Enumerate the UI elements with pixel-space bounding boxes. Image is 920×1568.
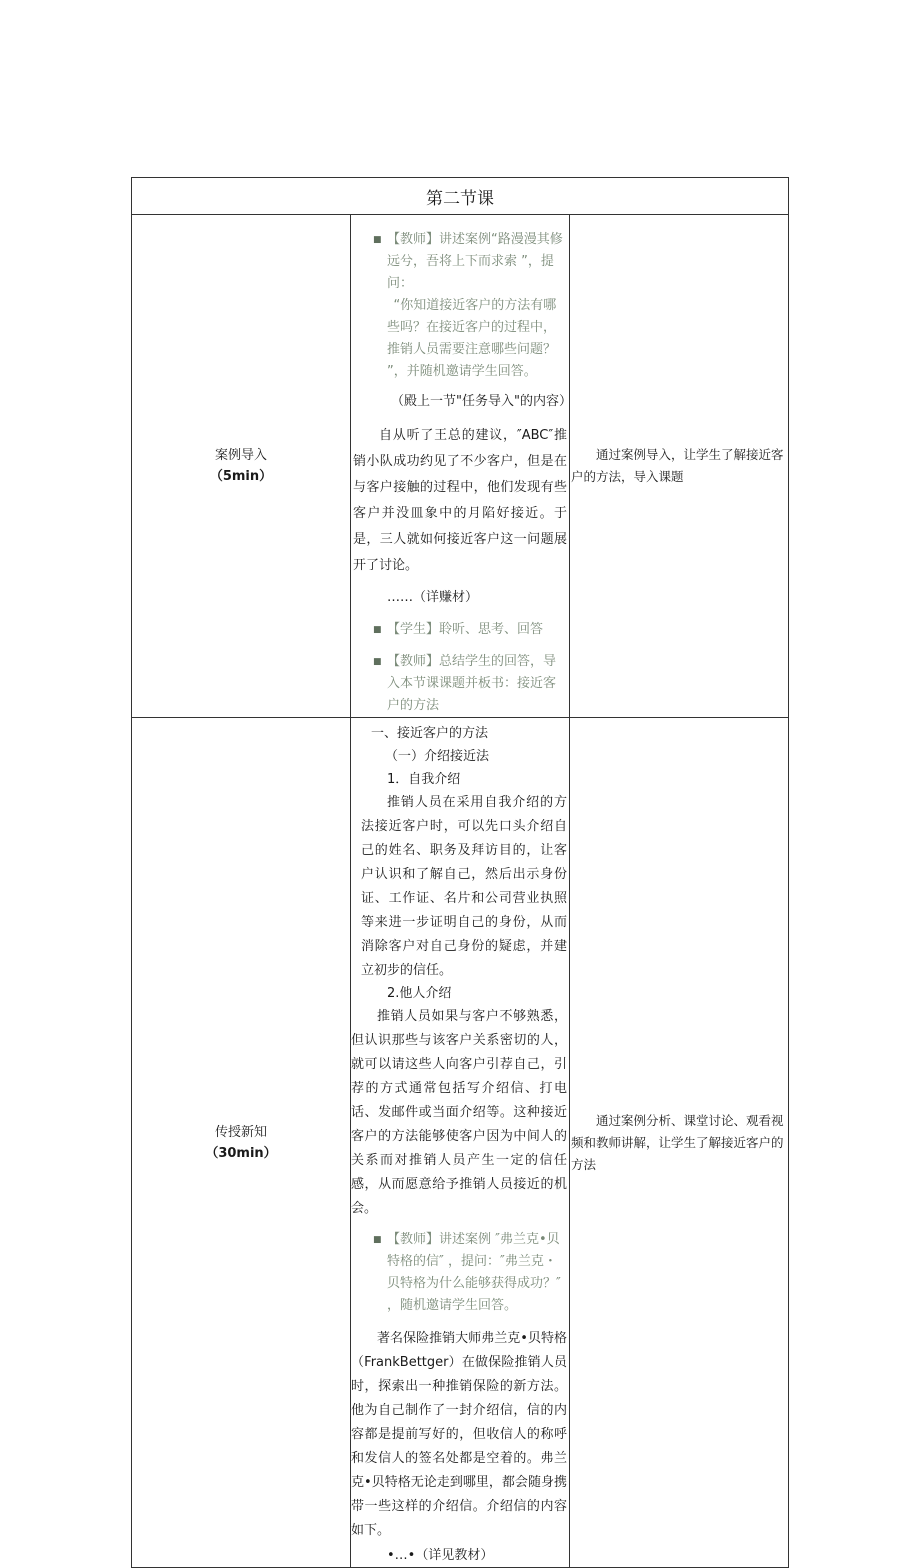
student-activity-text: 【学生】聆听、思考、回答 bbox=[387, 622, 544, 637]
teacher-summary-text: 【教师】总结学生的回答，导入本节课课题并板书：接近客户的方法 bbox=[387, 654, 557, 713]
stage-label: 案例导入 bbox=[214, 448, 267, 463]
content-cell bbox=[351, 215, 570, 718]
recall-note: （殿上一节"任务导入"的内容） bbox=[391, 394, 572, 409]
bullet-icon: ■ bbox=[373, 235, 382, 245]
teacher-summary bbox=[373, 651, 567, 717]
teacher-intro-text: 【教师】讲述案例“路漫漫其修远兮，吾将上下而求索 ”，提问： bbox=[387, 232, 563, 291]
subheading-self-intro: 1．自我介绍 bbox=[387, 772, 461, 787]
table-row bbox=[132, 215, 789, 718]
content-cell bbox=[351, 718, 570, 1568]
stage-label: 传授新知 bbox=[214, 1124, 267, 1140]
stage-cell bbox=[132, 215, 351, 718]
teacher-case-prompt bbox=[373, 1229, 567, 1317]
stage-cell bbox=[132, 718, 351, 1568]
goal-cell bbox=[570, 718, 789, 1568]
bullet-icon: ■ bbox=[373, 657, 382, 667]
section-title: 第二节课 bbox=[132, 178, 789, 215]
teacher-prompt bbox=[373, 229, 567, 383]
subheading-others-intro: 2.他人介绍 bbox=[387, 986, 452, 1001]
bullet-icon: ■ bbox=[373, 625, 382, 635]
paragraph-case-story: 著名保险推销大师弗兰克•贝特格（FrankBettger）在做保险推销人员时，探索出一种推销保险的新方法。他为自己制作了一封介绍信，信的内容都是提前写好的，但收信人的称呼和发信人的签名处都是空着的。弗兰克•贝特格无论走到哪里，都会随身携带一些这样的介绍信。介绍信的内容如下。 bbox=[351, 1331, 567, 1538]
bullet-icon: ■ bbox=[373, 1235, 382, 1245]
lesson-plan-table bbox=[131, 177, 789, 1568]
see-textbook-note: ……（详赚材） bbox=[387, 590, 479, 605]
paragraph-others-intro: 推销人员如果与客户不够熟悉，但认识那些与该客户关系密切的人，就可以请这些人向客户引荐自己，引荐的方式通常包括写介绍信、打电话、发邮件或当面介绍等。这种接近客户的方法能够使客户因为中间人的关系而对推销人员产生一定的信任感，从而愿意给予推销人员接近的机会。 bbox=[351, 1009, 567, 1216]
teacher-case-text: 【教师】讲述案例 ″弗兰克•贝特格的信″ ，提问：″弗兰克・贝特格为什么能够获得成功？″ ，随机邀请学生回答。 bbox=[387, 1232, 561, 1313]
story-paragraph: 自从听了王总的建议，″ABC″推销小队成功约见了不少客户，但是在与客户接触的过程中，他们发现有些客户并没皿象中的月陷好接近。于是，三人就如何接近客户这一问题展开了讨论。 bbox=[353, 428, 567, 573]
teacher-question-text: “你知道接近客户的方法有哪些吗？在接近客户的过程中，推销人员需要注意哪些问题？ ”，并随机邀请学生回答。 bbox=[387, 298, 557, 379]
paragraph-self-intro: 推销人员在采用自我介绍的方法接近客户时，可以先口头介绍自己的姓名、职务及拜访目的，让客户认识和了解自己，然后出示身份证、工作证、名片和公司营业执照等来进一步证明自己的身份，从而消除客户对自己身份的疑虑，并建立初步的信任。 bbox=[361, 795, 567, 978]
stage-time: （5min） bbox=[209, 469, 273, 484]
see-textbook-note: •…•（详见教材） bbox=[387, 1548, 494, 1563]
stage-time: （30min） bbox=[205, 1145, 277, 1161]
student-activity bbox=[373, 619, 567, 641]
heading-level-1: 一、接近客户的方法 bbox=[371, 726, 489, 741]
heading-level-2: （一）介绍接近法 bbox=[385, 749, 490, 764]
table-row bbox=[132, 718, 789, 1568]
goal-text: 通过案例分析、课堂讨论、观看视频和教师讲解，让学生了解接近客户的方法 bbox=[571, 1112, 784, 1172]
goal-cell bbox=[570, 215, 789, 718]
goal-text: 通过案例导入，让学生了解接近客户的方法，导入课题 bbox=[571, 447, 784, 484]
